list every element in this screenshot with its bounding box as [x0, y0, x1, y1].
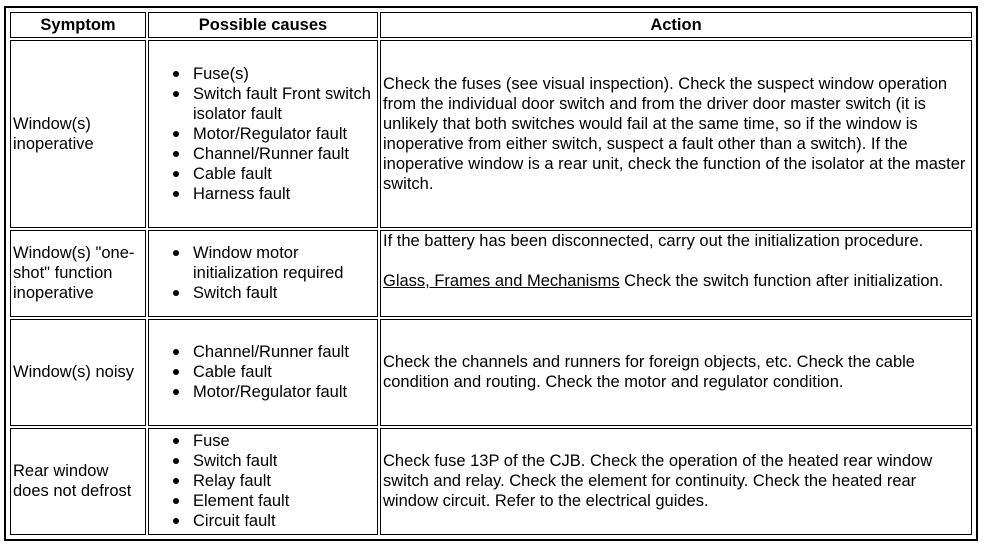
table-row [10, 40, 972, 228]
header-symptom: Symptom [10, 12, 146, 38]
cause-item: Harness fault [173, 184, 375, 204]
causes-cell [148, 230, 378, 317]
causes-list [151, 431, 375, 531]
cause-item: Channel/Runner fault [173, 144, 375, 164]
diagnosis-table-frame [4, 6, 978, 541]
action-cell [380, 319, 972, 426]
diagnosis-table [8, 10, 974, 537]
causes-cell [148, 428, 378, 535]
action-text: Check the fuses (see visual inspection). Check the suspect window operation from the individual door switch and from the driver door master switch (it is unlikely that both switches would fail at the same time, so if the window is inoperative from either switch, suspect a fault other than a switch). If the inoperative window is a rear unit, check the function of the isolator at the master switch. [383, 74, 966, 193]
symptom-cell: Window(s) "one-shot" function inoperative [10, 230, 146, 317]
table-row [10, 319, 972, 426]
causes-list [151, 243, 375, 303]
symptom-cell: Window(s) inoperative [10, 40, 146, 228]
header-action: Action [380, 12, 972, 38]
action-text: Check fuse 13P of the CJB. Check the operation of the heated rear window switch and relay. Check the element for continuity. Check the heated rear window circuit. Refer to the electrical guides. [383, 452, 933, 511]
cause-item: Switch fault Front switch isolator fault [173, 84, 375, 124]
symptom-cell: Rear window does not defrost [10, 428, 146, 535]
cause-item: Channel/Runner fault [173, 342, 375, 362]
header-possible-causes: Possible causes [148, 12, 378, 38]
cause-item: Element fault [173, 491, 375, 511]
table-row [10, 428, 972, 535]
cause-item: Cable fault [173, 164, 375, 184]
glass-frames-mechanisms-link[interactable]: Glass, Frames and Mechanisms [383, 271, 620, 290]
cause-item: Window motor initialization required [173, 243, 375, 283]
cause-item: Motor/Regulator fault [173, 382, 375, 402]
causes-list [151, 64, 375, 204]
action-cell [380, 428, 972, 535]
cause-item: Fuse(s) [173, 64, 375, 84]
action-text: If the battery has been disconnected, carry out the initialization procedure. [383, 231, 924, 250]
cause-item: Switch fault [173, 283, 375, 303]
table-row [10, 230, 972, 317]
cause-item: Cable fault [173, 362, 375, 382]
header-row [10, 12, 972, 38]
cause-item: Switch fault [173, 451, 375, 471]
cause-item: Motor/Regulator fault [173, 124, 375, 144]
cause-item: Fuse [173, 431, 375, 451]
action-text: Check the channels and runners for foreign objects, etc. Check the cable condition and routing. Check the motor and regulator condition. [383, 353, 915, 392]
action-after-text: Check the switch function after initialization. [619, 271, 944, 290]
symptom-cell: Window(s) noisy [10, 319, 146, 426]
spacer [383, 251, 969, 271]
action-cell [380, 40, 972, 228]
causes-list [151, 342, 375, 402]
action-cell [380, 230, 972, 317]
cause-item: Relay fault [173, 471, 375, 491]
cause-item: Circuit fault [173, 511, 375, 531]
causes-cell [148, 40, 378, 228]
causes-cell [148, 319, 378, 426]
action-text-2 [383, 271, 969, 291]
